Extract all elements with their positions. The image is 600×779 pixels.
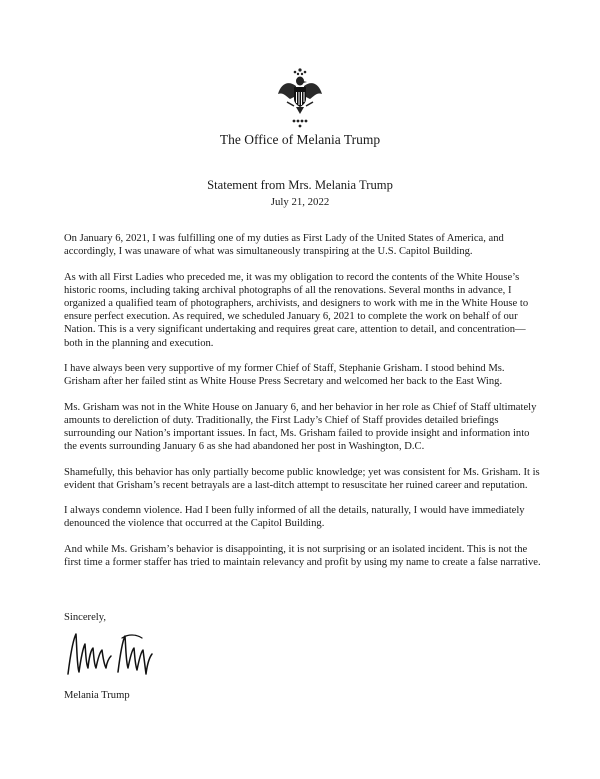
letter-body [64, 232, 542, 581]
body-paragraph: Ms. Grisham was not in the White House on January 6, and her behavior in her role as Chief of Staff ultimately amounts to dereliction of duty. Traditionally, the First Lady’s Chief of Staff provides detailed briefings surrounding our Nation’s important issues. In fact, Ms. Grisham failed to provide insight and information into the events surrounding January 6 as she had abandoned her post in Washington, D.C. [64, 401, 537, 453]
statement-title: Statement from Mrs. Melania Trump [207, 178, 393, 192]
body-paragraph: As with all First Ladies who preceded me, it was my obligation to record the contents of the White House’s historic rooms, including taking archival photographs of all the renovations. Several months in advance, I organized a qualified team of photographers, archivists, and designers to work with me in the White House to ensure perfect execution. As required, we scheduled January 6, 2021 to complete the work on behalf of our Nation. This is a very significant undertaking and requires great care, attention to detail, and concentration—both in the planning and execution. [64, 271, 529, 349]
statement-date: July 21, 2022 [270, 196, 330, 208]
eagle-seal-icon [276, 66, 324, 134]
closing-salutation: Sincerely, [64, 612, 106, 623]
body-paragraph: Shamefully, this behavior has only partially become public knowledge; yet was consistent for Ms. Grisham. It is evident that Grisham’s recent betrayals are a last-ditch attempt to resuscitate her ruined career and reputation. [64, 466, 540, 491]
body-paragraph: I always condemn violence. Had I been fully informed of all the details, naturally, I would have immediately denounced the violence that occurred at the Capitol Building. [64, 505, 525, 530]
signature-name: Melania Trump [64, 690, 130, 701]
handwritten-signature [62, 628, 158, 680]
body-paragraph: On January 6, 2021, I was fulfilling one of my duties as First Lady of the United States of America, and accordingly, I was unaware of what was simultaneously transpiring at the U.S. Capitol Building. [64, 233, 504, 258]
body-paragraph: I have always been very supportive of my former Chief of Staff, Stephanie Grisham. I stood behind Ms. Grisham after her failed stint as White House Press Secretary and welcomed her back to the East Wing. [64, 363, 505, 388]
office-heading: The Office of Melania Trump [219, 132, 381, 147]
body-paragraph: And while Ms. Grisham’s behavior is disappointing, it is not surprising or an isolated incident. This is not the first time a former staffer has tried to maintain relevancy and profit by using my name to create a false narrative. [64, 543, 541, 568]
